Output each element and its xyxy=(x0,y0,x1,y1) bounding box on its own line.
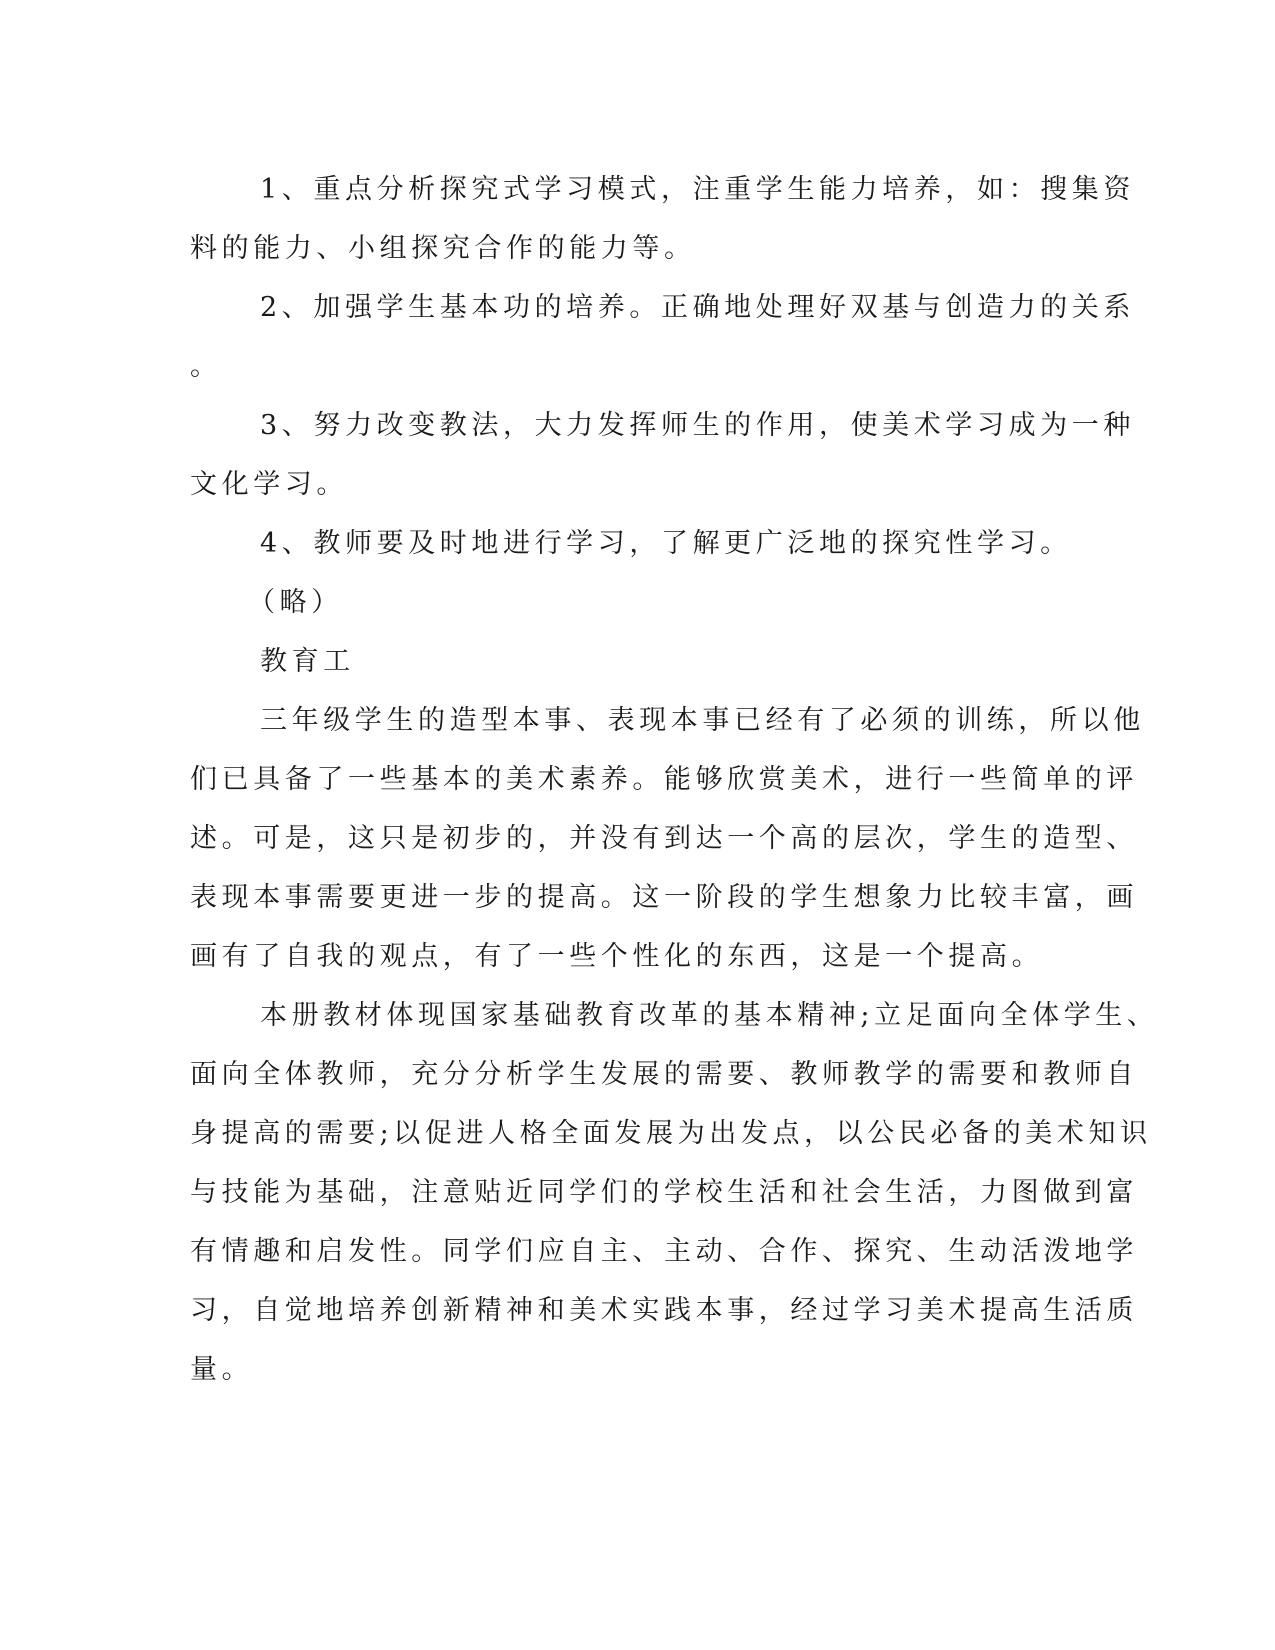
paragraph-student-analysis xyxy=(190,691,1145,986)
text-line: （略） xyxy=(248,587,343,618)
list-item-4 xyxy=(190,514,1090,573)
text-line: 。 xyxy=(190,351,222,382)
text-line: 料的能力、小组探究合作的能力等。 xyxy=(190,233,696,264)
text-line: 有情趣和启发性。同学们应自主、主动、合作、探究、生动活泼地学 xyxy=(190,1236,1138,1267)
list-item-2 xyxy=(190,278,1135,396)
list-item-1 xyxy=(190,160,1135,278)
text-line: 3、努力改变教法，大力发挥师生的作用，使美术学习成为一种 xyxy=(260,410,1135,441)
text-line: 表现本事需要更进一步的提高。这一阶段的学生想象力比较丰富，画 xyxy=(190,882,1138,913)
text-line: 习，自觉地培养创新精神和美术实践本事，经过学习美术提高生活质 xyxy=(190,1295,1138,1326)
text-line: 文化学习。 xyxy=(190,469,348,500)
text-line: 1、重点分析探究式学习模式，注重学生能力培养，如：搜集资 xyxy=(260,174,1135,205)
text-line: 述。可是，这只是初步的，并没有到达一个高的层次，学生的造型、 xyxy=(190,823,1138,854)
text-line: 画有了自我的观点，有了一些个性化的东西，这是一个提高。 xyxy=(190,941,1044,972)
text-line: 与技能为基础，注意贴近同学们的学校生活和社会生活，力图做到富 xyxy=(190,1177,1138,1208)
text-line: 三年级学生的造型本事、表现本事已经有了必须的训练，所以他 xyxy=(260,705,1145,736)
text-line: 2、加强学生基本功的培养。正确地处理好双基与创造力的关系 xyxy=(260,292,1135,323)
list-item-3 xyxy=(190,396,1135,514)
text-line: 教育工 xyxy=(260,646,355,677)
paragraph-textbook-analysis xyxy=(190,986,1159,1399)
section-heading xyxy=(190,632,1090,691)
text-line: 本册教材体现国家基础教育改革的基本精神;立足面向全体学生、 xyxy=(260,1000,1159,1031)
omitted-note xyxy=(190,573,1090,632)
text-line: 量。 xyxy=(190,1354,254,1385)
text-line: 面向全体教师，充分分析学生发展的需要、教师教学的需要和教师自 xyxy=(190,1059,1138,1090)
text-line: 们已具备了一些基本的美术素养。能够欣赏美术，进行一些简单的评 xyxy=(190,764,1138,795)
text-line: 4、教师要及时地进行学习，了解更广泛地的探究性学习。 xyxy=(260,528,1072,559)
document-body xyxy=(190,160,1159,1399)
text-line: 身提高的需要;以促进人格全面发展为出发点，以公民必备的美术知识 xyxy=(190,1118,1152,1149)
